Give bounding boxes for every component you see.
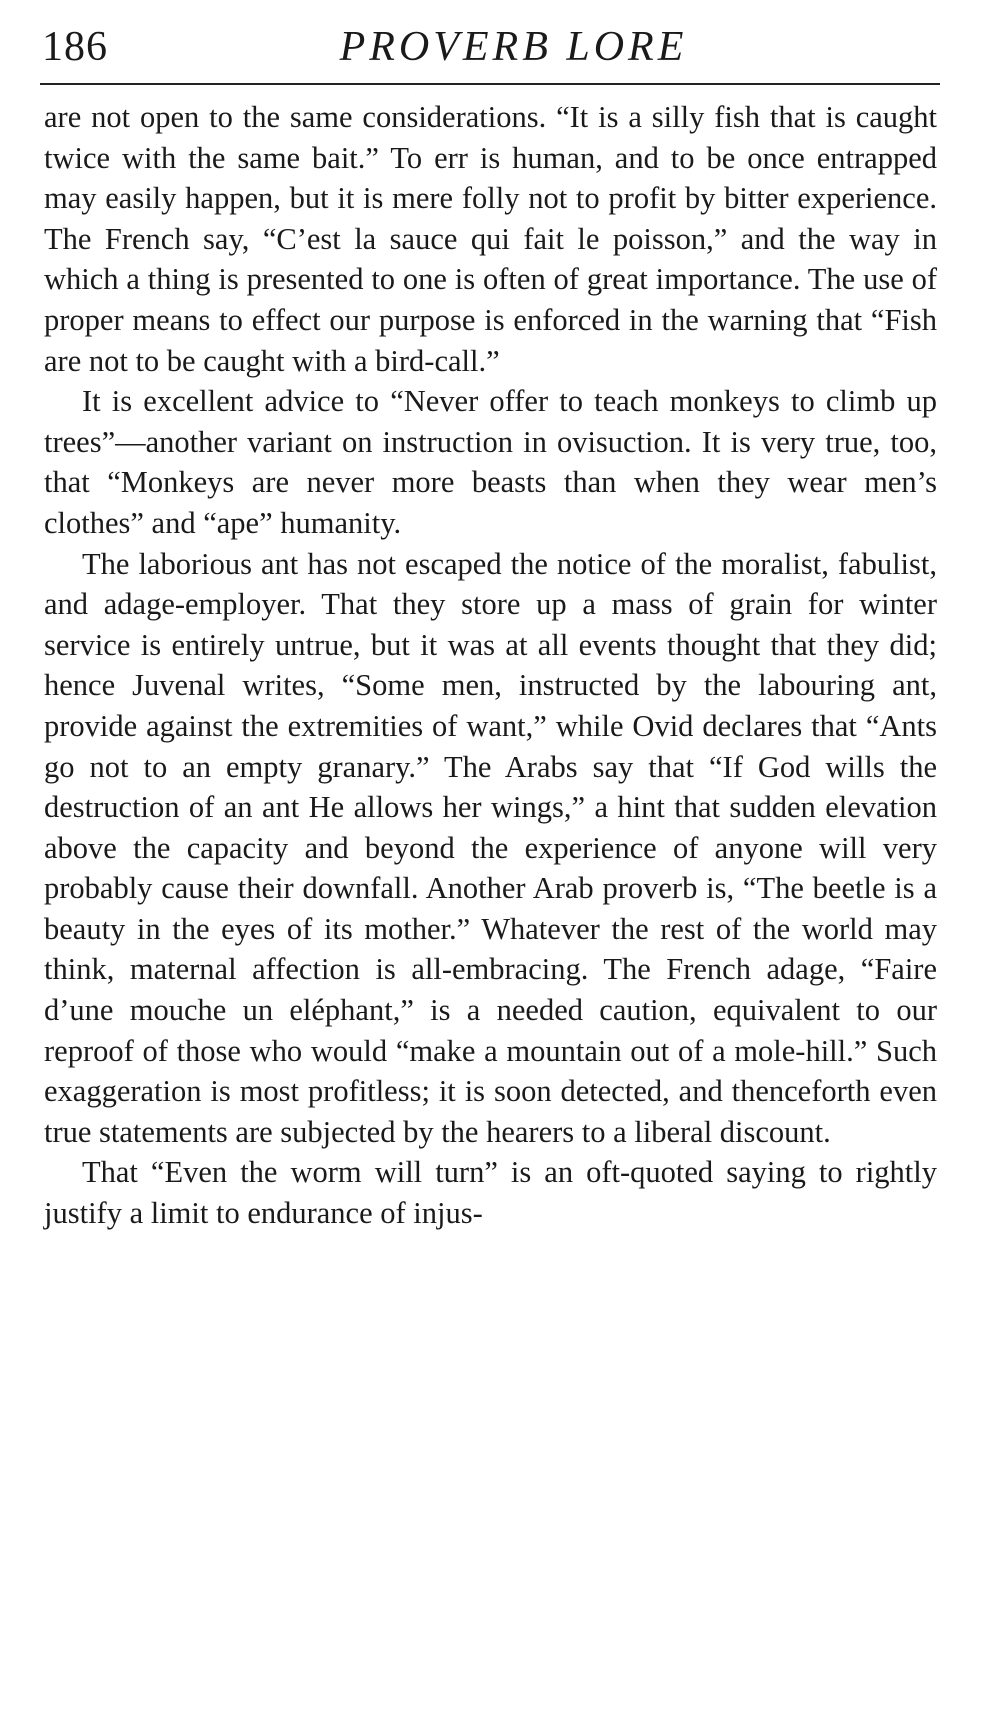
paragraph: It is excellent advice to “Never offer to teach monkeys to climb up trees”—another variant on instruction in ovisuction. It is very true, too, that “Monkeys are never more beasts than when they wear men’s clothes” and “ape” humanity. xyxy=(44,384,937,540)
page-header xyxy=(42,12,930,82)
paragraph: That “Even the worm will turn” is an oft-quoted saying to rightly justify a limit to endurance of injus- xyxy=(44,1155,937,1231)
running-title: PROVERB LORE xyxy=(339,24,688,70)
paragraph: The laborious ant has not escaped the notice of the moralist, fabulist, and adage-employer. That they store up a mass of grain for winter service is entirely untrue, but it was at all events thought that they did; hence Juvenal writes, “Some men, instructed by the labouring ant, provide against the extremities of want,” while Ovid declares that “Ants go not to an empty granary.” The Arabs say that “If God wills the destruction of an ant He allows her wings,” a hint that sudden elevation above the capacity and beyond the experience of anyone will very probably cause their downfall. Another Arab proverb is, “The beetle is a beauty in the eyes of its mother.” Whatever the rest of the world may think, maternal affection is all-embracing. The French adage, “Faire d’une mouche un eléphant,” is a needed caution, equivalent to our reproof of those who would “make a mountain out of a mole-hill.” Such exaggeration is most profitless; it is soon detected, and thenceforth even true statements are subjected by the hearers to a liberal discount. xyxy=(44,546,937,1149)
body-text xyxy=(44,97,937,1234)
header-rule xyxy=(40,83,940,85)
paragraph: are not open to the same considerations. “It is a silly fish that is caught twice with the same bait.” To err is human, and to be once entrapped may easily happen, but it is mere folly not to profit by bitter experience. The French say, “C’est la sauce qui fait le poisson,” and the way in which a thing is presented to one is often of great importance. The use of proper means to effect our purpose is enforced in the warning that “Fish are not to be caught with a bird-call.” xyxy=(44,100,937,378)
page-number: 186 xyxy=(42,24,108,70)
